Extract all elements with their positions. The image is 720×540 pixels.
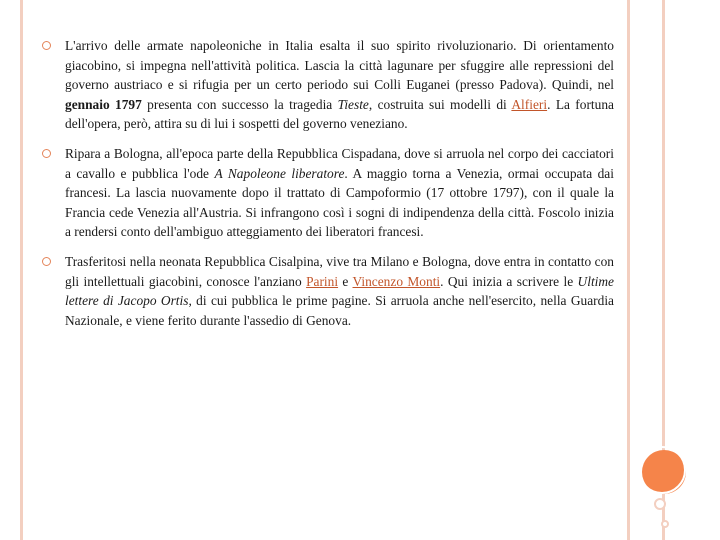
tiny-circle-icon [661, 520, 669, 528]
list-item [42, 36, 614, 134]
bullet-list [42, 36, 614, 340]
item-text: L'arrivo delle armate napoleoniche in Italia esalta il suo spirito rivoluzionario. Di orientamento giacobino, si impegna nell'attività politica. Lascia la città lagunare per sfuggire alle repressioni del governo austriaco e si rifugia per un certo periodo sui Colli Euganei (presso Padova). Quindi, nel gennaio 1797 presenta con successo la tragedia Tieste, costruita sui modelli di Alfieri. La fortuna dell'opera, però, attira su di lui i sospetti del governo veneziano. [65, 38, 614, 132]
link-parini[interactable]: Parini [306, 273, 339, 289]
work-title: Tieste [337, 96, 369, 112]
small-circle-icon [654, 498, 666, 510]
work-title: A Napoleone liberatore [214, 165, 345, 181]
list-item [42, 144, 614, 242]
list-item [42, 252, 614, 330]
bullet-icon [42, 149, 51, 158]
link-vincenzo-monti[interactable]: Vincenzo Monti [352, 273, 441, 289]
link-alfieri[interactable]: Alfieri [511, 96, 548, 112]
date-bold: gennaio 1797 [65, 96, 142, 112]
bullet-icon [42, 257, 51, 266]
item-text: Trasferitosi nella neonata Repubblica Cisalpina, vive tra Milano e Bologna, dove entra in contatto con gli intellettuali giacobini, conosce l'anziano Parini e Vincenzo Monti. Qui inizia a scrivere le Ultime lettere di Jacopo Ortis, di cui pubblica le prime pagine. Si arruola anche nell'esercito, nella Guardia Nazionale, e viene ferito durante l'assedio di Genova. [65, 253, 614, 328]
work-title: Ultime lettere di Jacopo Ortis [65, 273, 614, 309]
accent-ring-icon [638, 446, 686, 494]
bullet-icon [42, 41, 51, 50]
item-text: Ripara a Bologna, all'epoca parte della Repubblica Cispadana, dove si arruola nel corpo dei cacciatori a cavallo e pubblica l'ode A Napoleone liberatore. A maggio torna a Venezia, ormai occupata dai francesi. La lascia nuovamente dopo il trattato di Campoformio (17 ottobre 1797), con il quale la Francia cede Venezia all'Austria. Si infrangono così i sogni di indipendenza della città. Foscolo inizia a rendersi conto dell'ambiguo atteggiamento dei liberatori francesi. [65, 145, 614, 240]
